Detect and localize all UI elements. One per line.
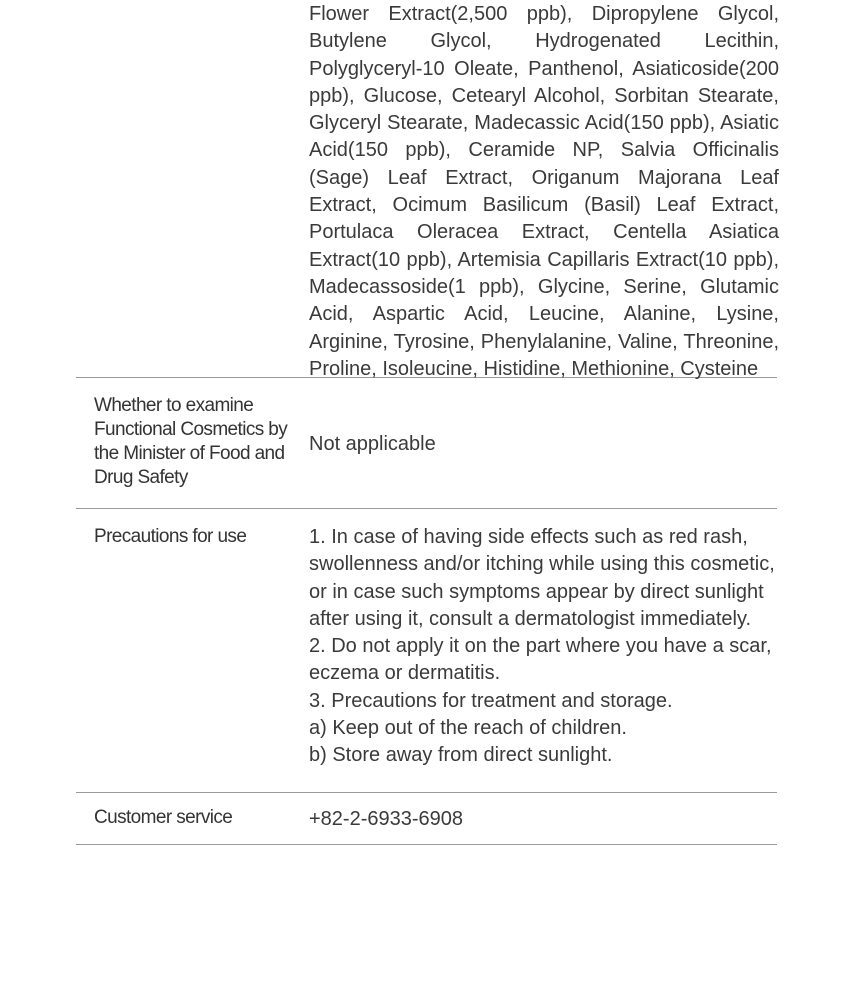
customer-service-label: Customer service: [94, 807, 233, 828]
precautions-row: [76, 509, 777, 793]
customer-service-row: [76, 793, 777, 845]
precautions-line: eczema or dermatitis.: [309, 662, 501, 685]
precautions-line: b) Store away from direct sunlight.: [309, 744, 613, 767]
product-info-table: [76, 0, 777, 845]
ingredients-row: [76, 0, 777, 378]
functional-cosmetics-row: [76, 378, 777, 509]
functional-cosmetics-value: Not applicable: [309, 433, 436, 455]
functional-cosmetics-label: Whether to examine Functional Cosmetics by the Minister of Food and Drug Safety: [94, 395, 288, 488]
precautions-label: Precautions for use: [94, 526, 247, 547]
precautions-line: swollenness and/or itching while using this cosmetic,: [309, 553, 775, 576]
ingredients-value: Flower Extract(2,500 ppb), Dipropylene Glycol, Butylene Glycol, Hydrogenated Lecithin, Polyglyceryl-10 Oleate, Panthenol, Asiaticoside(200 ppb), Glucose, Cetearyl Alcohol, Sorbitan Stearate, Glyceryl Stearate, Madecassic Acid(150 ppb), Asiatic Acid(150 ppb), Ceramide NP, Salvia Officinalis (Sage) Leaf Extract, Origanum Majorana Leaf Extract, Ocimum Basilicum (Basil) Leaf Extract, Portulaca Oleracea Extract, Centella Asiatica Extract(10 ppb), Artemisia Capillaris Extract(10 ppb), Madecassoside(1 ppb), Glycine, Serine, Glutamic Acid, Aspartic Acid, Leucine, Alanine, Lysine, Arginine, Tyrosine, Phenylalanine, Valine, Threonine, Proline, Isoleucine, Histidine, Methionine, Cysteine: [309, 3, 779, 380]
precautions-line: a) Keep out of the reach of children.: [309, 717, 627, 740]
precautions-line: 3. Precautions for treatment and storage.: [309, 689, 673, 712]
customer-service-phone: +82-2-6933-6908: [309, 808, 464, 830]
precautions-line: or in case such symptoms appear by direct sunlight: [309, 580, 764, 603]
precautions-line: 2. Do not apply it on the part where you have a scar,: [309, 635, 772, 658]
precautions-value: [309, 524, 779, 770]
precautions-line: 1. In case of having side effects such as red rash,: [309, 526, 748, 548]
precautions-line: after using it, consult a dermatologist immediately.: [309, 607, 752, 630]
